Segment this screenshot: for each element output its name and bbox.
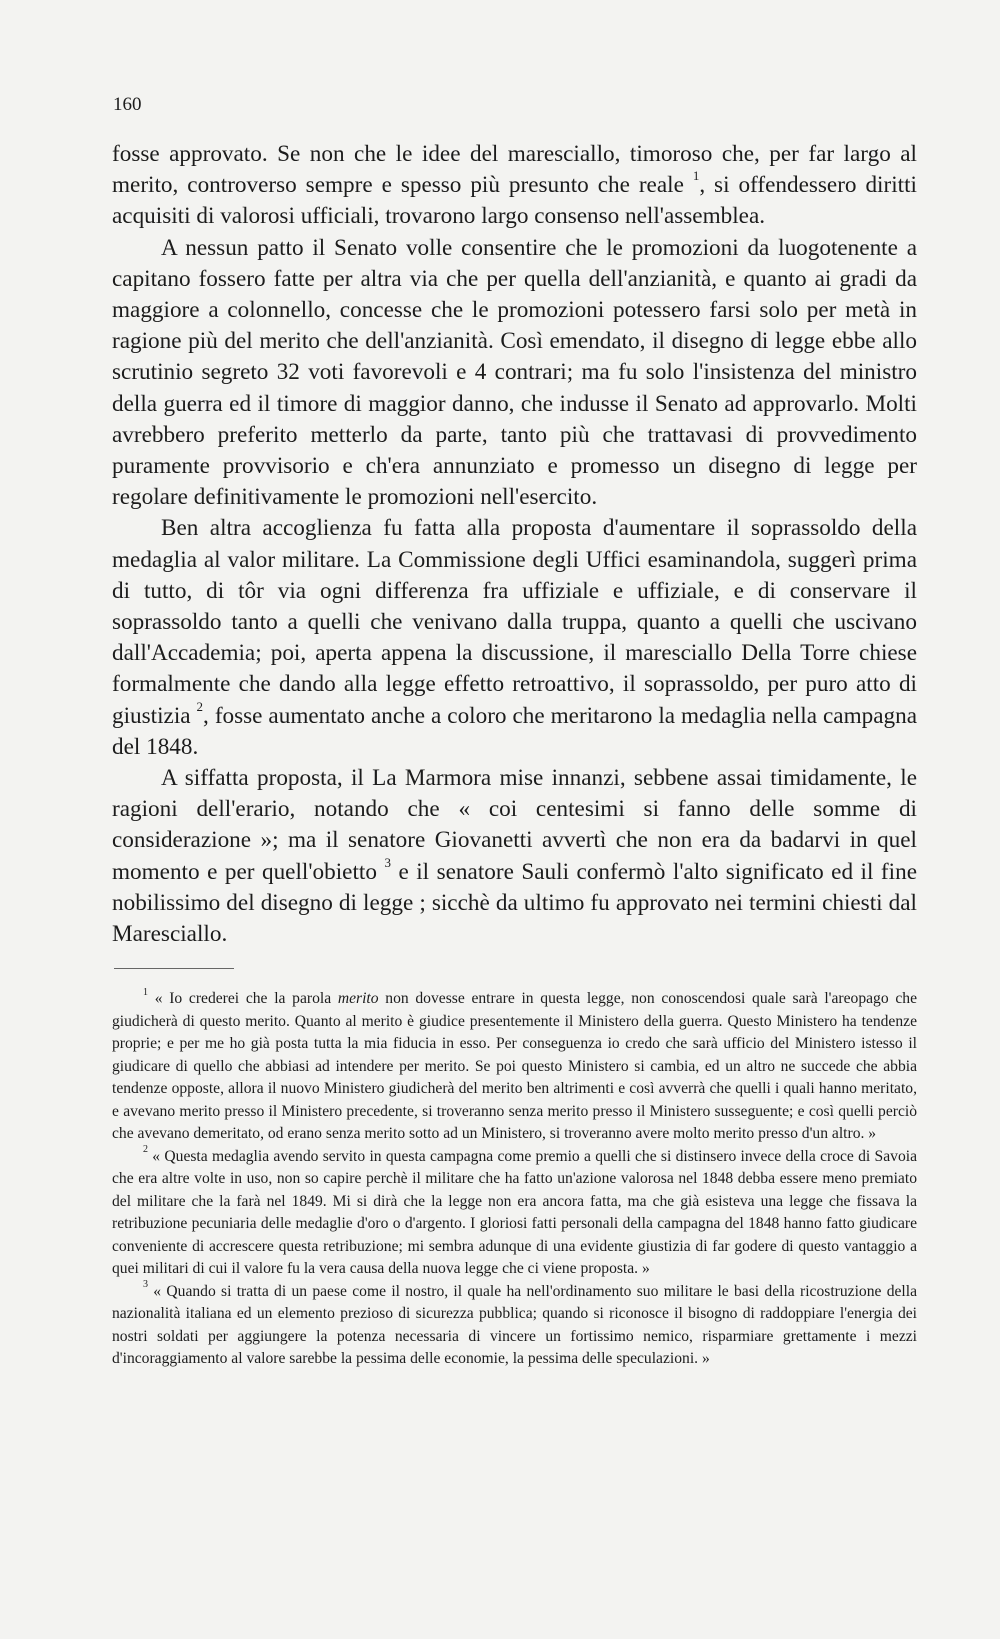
paragraph-2: A nessun patto il Senato volle consentire che le promozioni da luogotenente a capitano fossero fatte per altra via che per quella dell'anzianità, e quanto ai gradi da maggiore a colonnello, concesse che le promozioni potessero farsi solo per metà in ragione più del merito che dell'anzianità. Così emendato, il disegno di legge ebbe allo scrutinio segreto 32 voti favorevoli e 4 contrari; ma fu solo l'insistenza del ministro della guerra ed il timore di maggior danno, che indusse il Senato ad approvarlo. Molti avrebbero preferito metterlo da parte, tanto più che trattavasi di provvedimento puramente provvisorio e ch'era annunziato e promesso un disegno di legge per regolare definitivamente le promozioni nell'esercito. — [112, 234, 917, 511]
footnote-ref-2: 2 — [196, 698, 204, 714]
footnote-emphasis: merito — [337, 990, 379, 1007]
footnote-ref-3: 3 — [384, 854, 391, 870]
paragraph-text: , si offendessero diritti acquisiti di valorosi ufficiali, trovarono largo consenso nell'assemblea. — [112, 172, 917, 230]
main-text — [112, 139, 917, 950]
paragraph-3 — [112, 513, 917, 763]
footnote-1 — [112, 988, 917, 1146]
footnote-text: « Io crederei che la parola — [154, 990, 338, 1007]
paragraph-text: e il senatore Sauli confermò l'alto significato ed il fine nobilissimo del disegno di legge ; sicchè da ultimo fu approvato nei termini chiesti dal Maresciallo. — [112, 858, 917, 948]
footnote-mark: 1 — [143, 986, 148, 998]
page-number: 160 — [113, 94, 142, 115]
paragraph-1 — [112, 139, 917, 233]
paragraph-text: Ben altra accoglienza fu fatta alla proposta d'aumentare il soprassoldo della medaglia al valor militare. La Commissione degli Uffici esaminandola, suggerì prima di tutto, di tôr via ogni differenza fra uffiziale e uffiziale, e di conservare il soprassoldo tanto a quelli che venivano dalla truppa, quanto a quelli che uscivano dall'Accademia; poi, aperta appena la discussione, il maresciallo Della Torre chiese formalmente che dando alla legge effetto retroattivo, il soprassoldo, per puro atto di giustizia — [112, 515, 917, 729]
paragraph-text: , fosse aumentato anche a coloro che meritarono la medaglia nella campagna del 1848. — [112, 702, 917, 760]
paragraph-4 — [112, 763, 917, 950]
footnote-separator — [114, 968, 234, 969]
footnote-2 — [112, 1146, 917, 1281]
footnote-text: « Questa medaglia avendo servito in questa campagna come premio a quelli che si distinsero invece della croce di Savoia che era altre volte in uso, non so capire perchè il militare che ha fatto un'azione valorosa nel 1848 debba essere meno premiato del militare che la farà nel 1849. Mi si dirà che la legge non era ancora fatta, ma che già esisteva una legge che fissava la retribuzione pecuniaria delle medaglie d'oro o d'argento. I gloriosi fatti personali della campagna del 1848 hanno fatto giudicare conveniente di accrescere questa retribuzione; mi sembra adunque di una evidente giustizia di far godere di questo vantaggio a quei militari di cui il valore fu la vera causa della nuova legge che ci viene proposta. » — [112, 1147, 917, 1277]
paragraph-text: A siffatta proposta, il La Marmora mise innanzi, sebbene assai timidamente, le ragioni dell'erario, notando che « coi centesimi si fanno delle somme di considerazione »; ma il senatore Giovanetti avvertì che non era da badarvi in quel momento e per quell'obietto — [112, 765, 917, 885]
footnote-mark: 2 — [143, 1144, 148, 1156]
paragraph-text: fosse approvato. Se non che le idee del maresciallo, timoroso che, per far largo al merito, controverso sempre e spesso più presunto che reale — [112, 141, 917, 199]
footnote-3 — [112, 1281, 917, 1371]
footnote-text: « Quando si tratta di un paese come il nostro, il quale ha nell'ordinamento suo militare le basi della ricostruzione della nazionalità italiana ed un elemento prezioso di sicurezza pubblica; quando si riconosce il bisogno di raddoppiare l'energia dei nostri soldati per aggiungere la potenza necessaria di vincere un fortissimo nemico, risparmiare grettamente i mezzi d'incoraggiamento al valore sarebbe la pessima delle economie, la pessima delle speculazioni. » — [112, 1282, 918, 1367]
footnote-text: non dovesse entrare in questa legge, non conoscendosi quale sarà l'areopago che giudicherà di questo merito. Quanto al merito è giudice presentemente il Ministero della guerra. Questo Ministero ha tendenze proprie; e per me ho già posta tutta la mia fiducia in esso. Per conseguenza io credo che sarà ufficio del Ministero istesso il giudicare di quello che abbiasi ad intendere per merito. Se poi questo Ministero si cambia, ed un altro ne succede che abbia tendenze opposte, allora il nuovo Ministero giudicherà del merito ben altrimenti e così avverrà che quelli i quali hanno meritato, e avevano merito presso il Ministero precedente, si troveranno senza merito presso il Ministero susseguente; e così quelli perciò che avevano demeritato, od erano senza merito sotto ad un Ministero, si troveranno avere molto merito presso d'un altro. » — [112, 990, 917, 1142]
footnote-mark: 3 — [143, 1279, 148, 1291]
footnotes — [112, 988, 917, 1371]
footnote-ref-1: 1 — [692, 168, 700, 184]
